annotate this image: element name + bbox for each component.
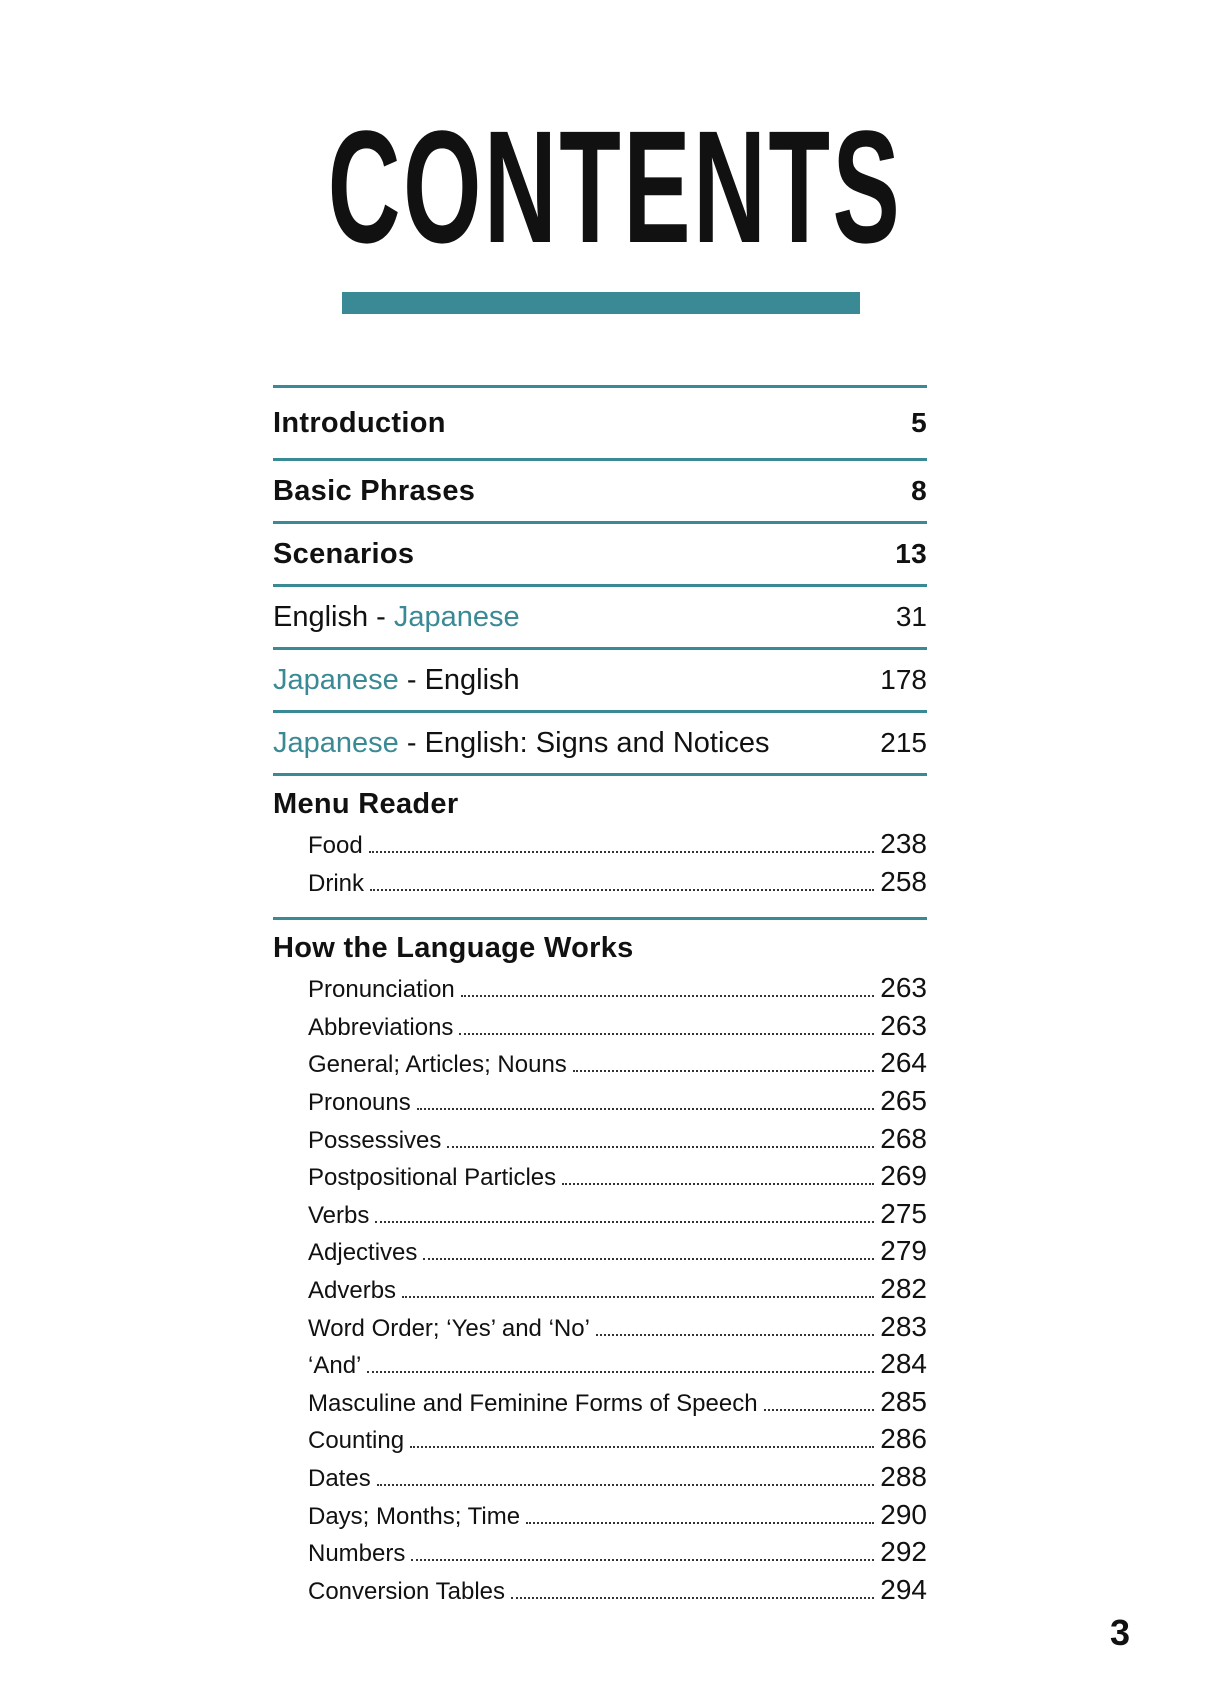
entry-page: 284 (880, 1348, 927, 1380)
toc-subentry[interactable] (308, 1348, 927, 1386)
entry-label: Conversion Tables (308, 1577, 506, 1605)
entry-label: Numbers (308, 1540, 406, 1568)
entry-label: Word Order; ‘Yes’ and ‘No’ (308, 1314, 590, 1342)
dot-leader (447, 1146, 874, 1148)
dot-leader (369, 851, 875, 853)
toc-subentry[interactable] (308, 1536, 927, 1574)
page-number: 3 (1110, 1612, 1131, 1653)
toc-subentry[interactable] (308, 1574, 927, 1612)
title-underline-bar (342, 292, 860, 314)
dot-leader (573, 1070, 874, 1072)
entry-label: Masculine and Feminine Forms of Speech (308, 1389, 758, 1417)
dot-leader (410, 1446, 874, 1448)
entry-page: 5 (911, 407, 927, 438)
entry-label: Japanese - English: Signs and Notices (273, 726, 770, 759)
dot-leader (596, 1334, 874, 1336)
toc-subentry[interactable] (308, 1010, 927, 1048)
toc-entry-basic-phrases[interactable] (273, 461, 927, 524)
toc-subentry[interactable] (308, 1499, 927, 1537)
toc-entry-introduction[interactable] (273, 388, 927, 461)
entry-page: 279 (880, 1235, 927, 1267)
entry-label: Adverbs (308, 1276, 397, 1304)
entry-page: 263 (880, 1009, 927, 1041)
entry-label: ‘And’ (308, 1352, 362, 1380)
entry-page: 8 (911, 475, 927, 506)
section-heading: How the Language Works (273, 932, 634, 965)
toc-subentry[interactable] (308, 1198, 927, 1236)
page-title: CONTENTS (327, 97, 902, 276)
toc-subentry[interactable] (308, 1235, 927, 1273)
entry-page: 263 (880, 972, 927, 1004)
dot-leader (764, 1409, 875, 1411)
entry-page: 178 (880, 664, 927, 695)
menu-reader-section (273, 776, 927, 920)
table-of-contents (273, 385, 927, 1611)
toc-subentry[interactable] (308, 1386, 927, 1424)
entry-label: Postpositional Particles (308, 1164, 557, 1192)
entry-label: Days; Months; Time (308, 1502, 521, 1530)
entry-label: Adjectives (308, 1239, 418, 1267)
entry-page: 269 (880, 1160, 927, 1192)
toc-subentry[interactable] (308, 1461, 927, 1499)
toc-subentry[interactable] (308, 1273, 927, 1311)
entry-page: 288 (880, 1460, 927, 1492)
dot-leader (423, 1258, 874, 1260)
toc-subentry[interactable]: Drink 258 (308, 865, 927, 897)
dot-leader (375, 1221, 874, 1223)
entry-label: Dates (308, 1464, 371, 1492)
entry-page: 282 (880, 1272, 927, 1304)
language-works-section (273, 920, 927, 1611)
language-works-list (273, 972, 927, 1611)
dot-leader (562, 1183, 874, 1185)
dot-leader (459, 1033, 874, 1035)
entry-page: 215 (880, 727, 927, 758)
entry-label: Japanese - English (273, 663, 520, 696)
toc-subentry[interactable] (308, 972, 927, 1010)
dot-leader (526, 1522, 874, 1524)
toc-subentry[interactable] (308, 1311, 927, 1349)
entry-page: 286 (880, 1423, 927, 1455)
dot-leader (402, 1296, 874, 1298)
section-heading: Menu Reader (273, 788, 459, 820)
entry-page: 294 (880, 1573, 927, 1605)
entry-page: 283 (880, 1310, 927, 1342)
entry-label: Introduction (273, 406, 446, 439)
entry-label: Possessives (308, 1126, 442, 1154)
dot-leader (511, 1597, 874, 1599)
entry-label: Counting (308, 1427, 405, 1455)
entry-label: General; Articles; Nouns (308, 1051, 567, 1079)
entry-label: Pronouns (308, 1088, 411, 1116)
dot-leader (377, 1484, 875, 1486)
toc-subentry[interactable] (308, 1123, 927, 1161)
entry-page: 265 (880, 1084, 927, 1116)
entry-label: Basic Phrases (273, 474, 476, 507)
entry-page: 275 (880, 1197, 927, 1229)
entry-page: 290 (880, 1498, 927, 1530)
toc-entry-signs-notices[interactable] (273, 713, 927, 776)
toc-subentry[interactable] (308, 1160, 927, 1198)
toc-entry-japanese-english[interactable] (273, 650, 927, 713)
entry-page: 31 (895, 601, 927, 632)
toc-entry-english-japanese[interactable] (273, 587, 927, 650)
dot-leader (417, 1108, 875, 1110)
entry-page: 13 (895, 538, 927, 569)
entry-page: 285 (880, 1385, 927, 1417)
toc-subentry[interactable]: Food 238 (308, 828, 927, 859)
dot-leader (411, 1559, 874, 1561)
dot-leader (461, 995, 875, 997)
dot-leader (367, 1371, 874, 1373)
entry-label: Abbreviations (308, 1013, 454, 1041)
entry-page: 264 (880, 1047, 927, 1079)
toc-entry-scenarios[interactable] (273, 524, 927, 587)
entry-label: Scenarios (273, 537, 415, 570)
toc-subentry[interactable] (308, 1423, 927, 1461)
entry-label: English - Japanese (273, 600, 520, 633)
dot-leader (370, 889, 874, 891)
entry-page: 268 (880, 1122, 927, 1154)
toc-subentry[interactable] (308, 1047, 927, 1085)
entry-label: Pronunciation (308, 976, 455, 1004)
toc-subentry[interactable] (308, 1085, 927, 1123)
entry-label: Verbs (308, 1201, 370, 1229)
entry-page: 292 (880, 1536, 927, 1568)
